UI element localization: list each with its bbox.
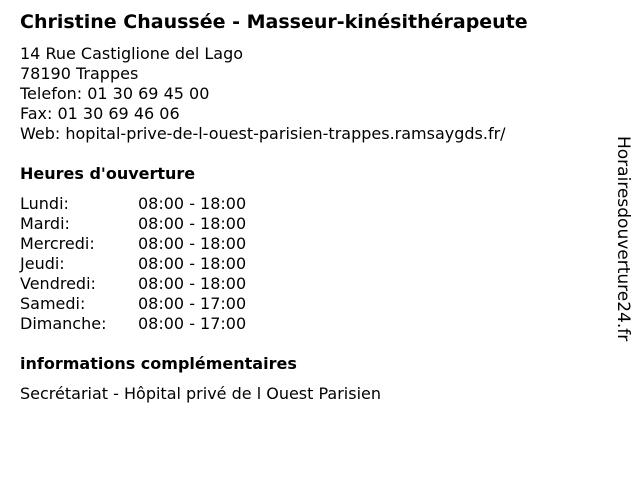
- day-label: Mercredi:: [20, 234, 95, 253]
- additional-info-text: Secrétariat - Hôpital privé de l Ouest Parisien: [20, 384, 382, 403]
- opening-hours-heading: Heures d'ouverture: [20, 164, 196, 183]
- time-range: 08:00 - 18:00: [138, 274, 247, 293]
- hours-row-wednesday: [20, 234, 246, 254]
- city-postcode: 78190 Trappes: [20, 64, 139, 83]
- day-label: Lundi:: [20, 194, 69, 213]
- hours-row-thursday: [20, 254, 246, 274]
- opening-hours-table: [20, 194, 246, 334]
- website: Web: hopital-prive-de-l-ouest-parisien-trappes.ramsaygds.fr/: [20, 124, 506, 143]
- time-range: 08:00 - 17:00: [138, 314, 247, 333]
- hours-row-sunday: [20, 314, 246, 334]
- day-label: Samedi:: [20, 294, 86, 313]
- day-label: Jeudi:: [20, 254, 65, 273]
- site-watermark: Horairesdouverture24.fr: [613, 136, 633, 342]
- time-range: 08:00 - 18:00: [138, 234, 247, 253]
- day-label: Mardi:: [20, 214, 70, 233]
- hours-row-tuesday: [20, 214, 246, 234]
- hours-row-monday: [20, 194, 246, 214]
- day-label: Dimanche:: [20, 314, 107, 333]
- page-title: Christine Chaussée - Masseur-kinésithérapeute: [20, 11, 528, 33]
- day-label: Vendredi:: [20, 274, 96, 293]
- time-range: 08:00 - 18:00: [138, 214, 247, 233]
- fax-number: Fax: 01 30 69 46 06: [20, 104, 180, 123]
- phone-number: Telefon: 01 30 69 45 00: [20, 84, 210, 103]
- hours-row-saturday: [20, 294, 246, 314]
- hours-row-friday: [20, 274, 246, 294]
- time-range: 08:00 - 17:00: [138, 294, 247, 313]
- time-range: 08:00 - 18:00: [138, 194, 247, 213]
- additional-info-heading: informations complémentaires: [20, 354, 297, 373]
- time-range: 08:00 - 18:00: [138, 254, 247, 273]
- street-address: 14 Rue Castiglione del Lago: [20, 44, 244, 63]
- address-block: [20, 44, 506, 144]
